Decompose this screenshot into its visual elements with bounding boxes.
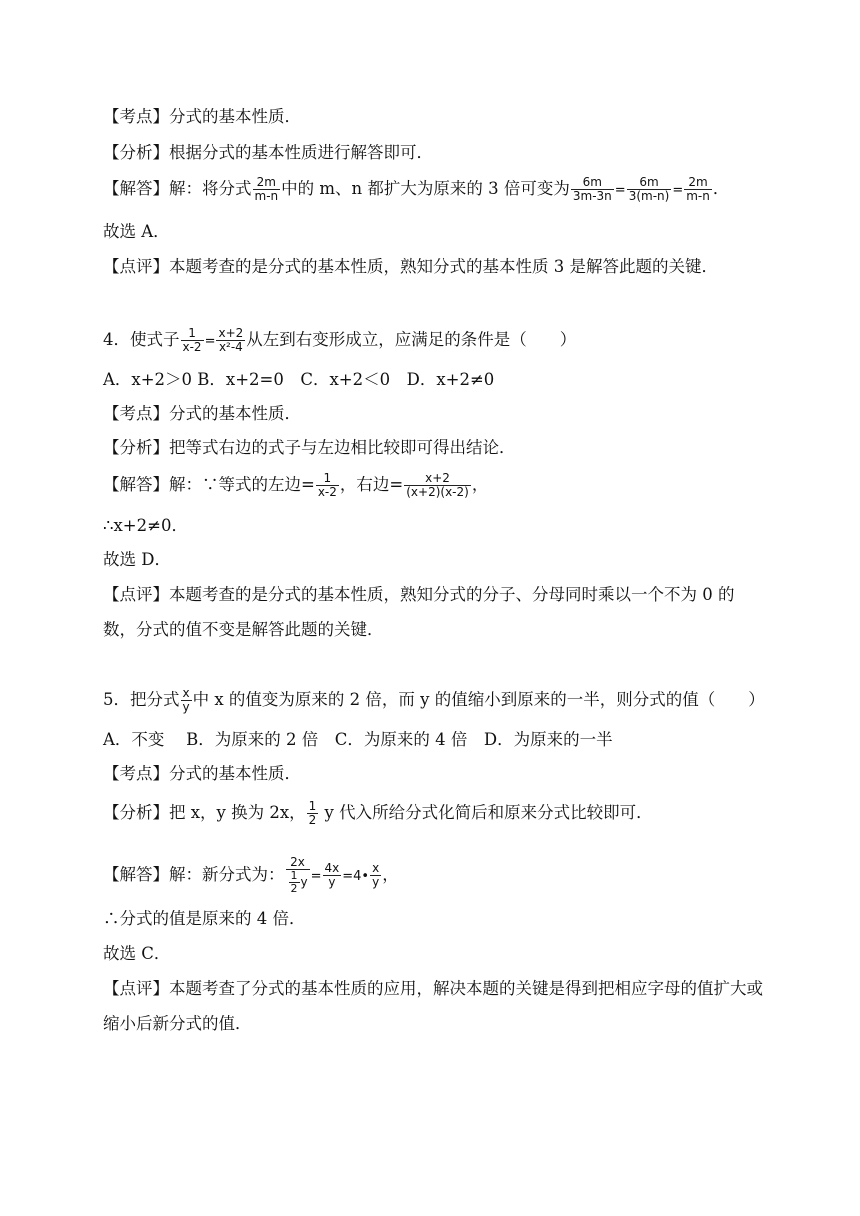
fraction bbox=[627, 176, 672, 203]
q5-dianping: 【点评】本题考查了分式的基本性质的应用，解决本题的关键是得到把相应字母的值扩大或缩小后新分式的值． bbox=[103, 979, 763, 1033]
q4-dianping: 【点评】本题考查的是分式的基本性质，熟知分式的分子、分母同时乘以一个不为 0 的数，分式的值不变是解答此题的关键． bbox=[103, 585, 735, 639]
q5-stem bbox=[103, 687, 765, 714]
equals-sign: = bbox=[672, 183, 684, 198]
numerator: 1 bbox=[323, 471, 332, 485]
fraction bbox=[307, 800, 319, 827]
denominator: (x+2)(x-2) bbox=[406, 485, 469, 499]
q3-jieda bbox=[103, 176, 729, 203]
fraction bbox=[316, 472, 339, 499]
q5-fenxi-prefix: 【分析】把 x，y 换为 2x， bbox=[103, 803, 306, 822]
denominator: y bbox=[372, 875, 380, 889]
denominator: 3(m-n) bbox=[628, 189, 670, 203]
denominator: x-2 bbox=[317, 485, 337, 499]
fraction bbox=[684, 176, 712, 203]
fraction bbox=[571, 176, 614, 203]
q4-therefore: ∴x+2≠0． bbox=[103, 516, 188, 535]
numerator: 6m bbox=[639, 175, 659, 189]
q4-options: A．x+2＞0 B．x+2=0 C．x+2＜0 D．x+2≠0 bbox=[103, 370, 495, 389]
compound-fraction bbox=[286, 856, 310, 895]
denominator: m-n bbox=[254, 189, 279, 203]
numerator: 2m bbox=[256, 175, 276, 189]
q3-fenxi: 【分析】根据分式的基本性质进行解答即可． bbox=[103, 143, 433, 162]
denominator: 2 bbox=[308, 813, 317, 827]
q5-fenxi bbox=[103, 800, 653, 827]
numerator: 1 bbox=[308, 799, 317, 813]
equals-four-times: =4• bbox=[342, 869, 370, 884]
denominator: y bbox=[182, 700, 190, 714]
fraction bbox=[253, 176, 281, 203]
q4-guxuan: 故选 D． bbox=[103, 550, 171, 569]
q4-stem bbox=[103, 327, 576, 354]
denominator: x-2 bbox=[182, 340, 202, 354]
q3-dianping: 【点评】本题考查的是分式的基本性质，熟知分式的基本性质 3 是解答此题的关键． bbox=[103, 257, 718, 276]
q3-jieda-prefix: 【解答】解：将分式 bbox=[103, 179, 252, 198]
numerator: x+2 bbox=[218, 326, 244, 340]
period: ． bbox=[712, 179, 730, 198]
denominator: m-n bbox=[686, 189, 710, 203]
q4-fenxi: 【分析】把等式右边的式子与左边相比较即可得出结论． bbox=[103, 438, 516, 457]
comma: ， bbox=[382, 865, 399, 884]
q3-jieda-mid: 中的 m、n 都扩大为原来的 3 倍可变为 bbox=[281, 179, 570, 198]
q4-kaodian: 【考点】分式的基本性质． bbox=[103, 404, 301, 423]
denominator: 3m-3n bbox=[572, 189, 612, 203]
fraction bbox=[216, 327, 245, 354]
numerator: 2m bbox=[688, 175, 708, 189]
numerator: x bbox=[372, 861, 380, 875]
q5-options: A．不变 B．为原来的 2 倍 C．为原来的 4 倍 D．为原来的一半 bbox=[103, 730, 613, 749]
q3-kaodian: 【考点】分式的基本性质． bbox=[103, 107, 301, 126]
numerator: 2x bbox=[290, 855, 305, 869]
q5-kaodian: 【考点】分式的基本性质． bbox=[103, 764, 301, 783]
fraction bbox=[323, 862, 342, 889]
numerator: 6m bbox=[582, 175, 602, 189]
denominator bbox=[286, 869, 310, 895]
q5-stem-suffix: 中 x 的值变为原来的 2 倍，而 y 的值缩小到原来的一半，则分式的值（ ） bbox=[192, 690, 765, 709]
q5-stem-prefix: 5．把分式 bbox=[103, 690, 180, 709]
q4-jieda-prefix: 【解答】解：∵等式的左边= bbox=[103, 475, 315, 494]
numerator: 1 bbox=[188, 326, 196, 340]
fraction bbox=[181, 327, 204, 354]
q5-jieda bbox=[103, 856, 399, 895]
equals-sign: = bbox=[614, 183, 626, 198]
q4-stem-prefix: 4．使式子 bbox=[103, 330, 180, 349]
comma: ， bbox=[471, 475, 489, 494]
denominator: x²-4 bbox=[216, 340, 245, 354]
numerator: 4x bbox=[324, 861, 340, 875]
numerator: x+2 bbox=[425, 471, 450, 485]
fraction bbox=[181, 687, 192, 714]
equals-sign: = bbox=[310, 869, 322, 884]
q4-jieda bbox=[103, 472, 488, 499]
q3-guxuan: 故选 A． bbox=[103, 222, 170, 241]
fraction bbox=[289, 870, 300, 895]
fraction bbox=[370, 862, 381, 889]
q5-therefore: ∴分式的值是原来的 4 倍． bbox=[103, 909, 306, 928]
numerator: 1 bbox=[290, 869, 298, 882]
q4-jieda-mid: ，右边= bbox=[339, 475, 404, 494]
q4-stem-suffix: 从左到右变形成立，应满足的条件是（ ） bbox=[246, 330, 577, 349]
numerator: x bbox=[182, 686, 190, 700]
equals-sign: = bbox=[204, 334, 216, 349]
denominator: y bbox=[323, 875, 342, 889]
fraction bbox=[404, 472, 471, 499]
q5-jieda-prefix: 【解答】解：新分式为： bbox=[103, 865, 285, 884]
variable-y: y bbox=[300, 875, 308, 889]
q5-fenxi-suffix: y 代入所给分式化简后和原来分式比较即可． bbox=[319, 803, 653, 822]
denominator: 2 bbox=[290, 882, 298, 895]
q5-guxuan: 故选 C． bbox=[103, 944, 171, 963]
